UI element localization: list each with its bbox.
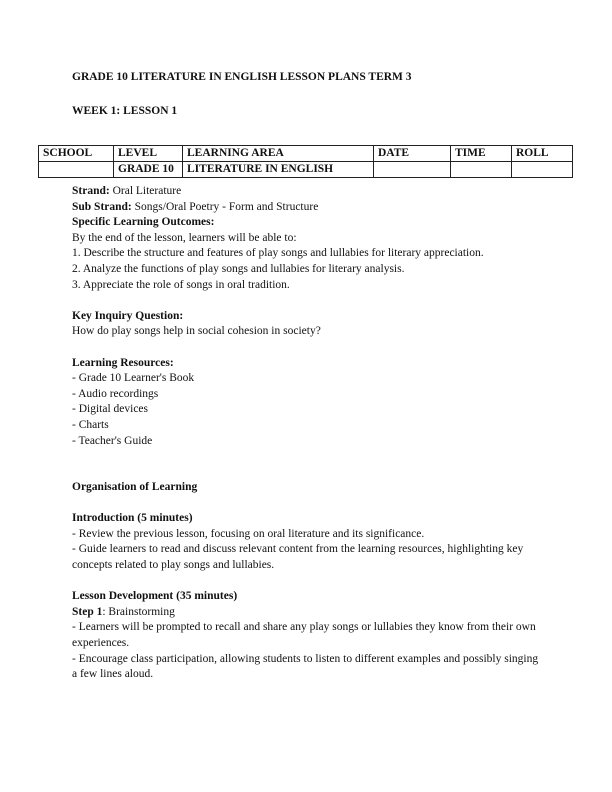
resource-item: - Teacher's Guide [72, 434, 153, 447]
lesson-body [72, 184, 542, 683]
table-header-cell: ROLL [512, 146, 573, 162]
step-label: Step 1 [72, 605, 103, 618]
lesson-heading: WEEK 1: LESSON 1 [72, 105, 178, 117]
table-header-cell: LEARNING AREA [183, 146, 374, 162]
table-header-cell: LEVEL [114, 146, 183, 162]
outcomes-heading: Specific Learning Outcomes: [72, 216, 215, 229]
development-item: - Encourage class participation, allowing students to listen to different examples and possibly singing a few lines aloud. [72, 652, 539, 681]
sub-strand-value: Songs/Oral Poetry - Form and Structure [131, 200, 319, 213]
step-value: : Brainstorming [102, 605, 175, 618]
sub-strand-line [72, 200, 542, 216]
table-header-cell: SCHOOL [39, 146, 114, 162]
introduction-item: - Guide learners to read and discuss relevant content from the learning resources, highlighting key concepts related to play songs and lullabies. [72, 543, 524, 572]
inquiry-question: How do play songs help in social cohesion in society? [72, 325, 321, 338]
outcome-item: 3. Appreciate the role of songs in oral tradition. [72, 278, 290, 291]
introduction-item: - Review the previous lesson, focusing on oral literature and its significance. [72, 527, 425, 540]
table-cell: GRADE 10 [114, 162, 183, 178]
table-header-cell: DATE [374, 146, 451, 162]
document-title: GRADE 10 LITERATURE IN ENGLISH LESSON PLANS TERM 3 [72, 71, 412, 83]
table-header-cell: TIME [451, 146, 512, 162]
table-header-row [39, 146, 573, 162]
strand-value: Oral Literature [109, 185, 182, 197]
organisation-heading: Organisation of Learning [72, 481, 198, 494]
resource-item: - Charts [72, 418, 109, 431]
table-cell [512, 162, 573, 178]
outcomes-intro: By the end of the lesson, learners will be able to: [72, 231, 297, 244]
resources-heading: Learning Resources: [72, 356, 174, 369]
strand-line [72, 184, 542, 200]
introduction-heading: Introduction (5 minutes) [72, 512, 193, 525]
outcome-item: 1. Describe the structure and features of play songs and lullabies for literary appreciation. [72, 247, 484, 260]
table-row [39, 162, 573, 178]
strand-label: Strand: [72, 185, 110, 197]
table-cell [451, 162, 512, 178]
lesson-info-table [38, 145, 573, 178]
sub-strand-label: Sub Strand: [72, 200, 132, 213]
table-cell [39, 162, 114, 178]
step-line [72, 605, 542, 621]
inquiry-heading: Key Inquiry Question: [72, 309, 184, 322]
resource-item: - Grade 10 Learner's Book [72, 372, 195, 385]
table-cell: LITERATURE IN ENGLISH [183, 162, 374, 178]
development-heading: Lesson Development (35 minutes) [72, 590, 238, 603]
resource-item: - Digital devices [72, 403, 149, 416]
resource-item: - Audio recordings [72, 387, 159, 400]
outcome-item: 2. Analyze the functions of play songs and lullabies for literary analysis. [72, 262, 405, 275]
table-cell [374, 162, 451, 178]
development-item: - Learners will be prompted to recall and share any play songs or lullabies they know from their own experiences. [72, 621, 536, 650]
